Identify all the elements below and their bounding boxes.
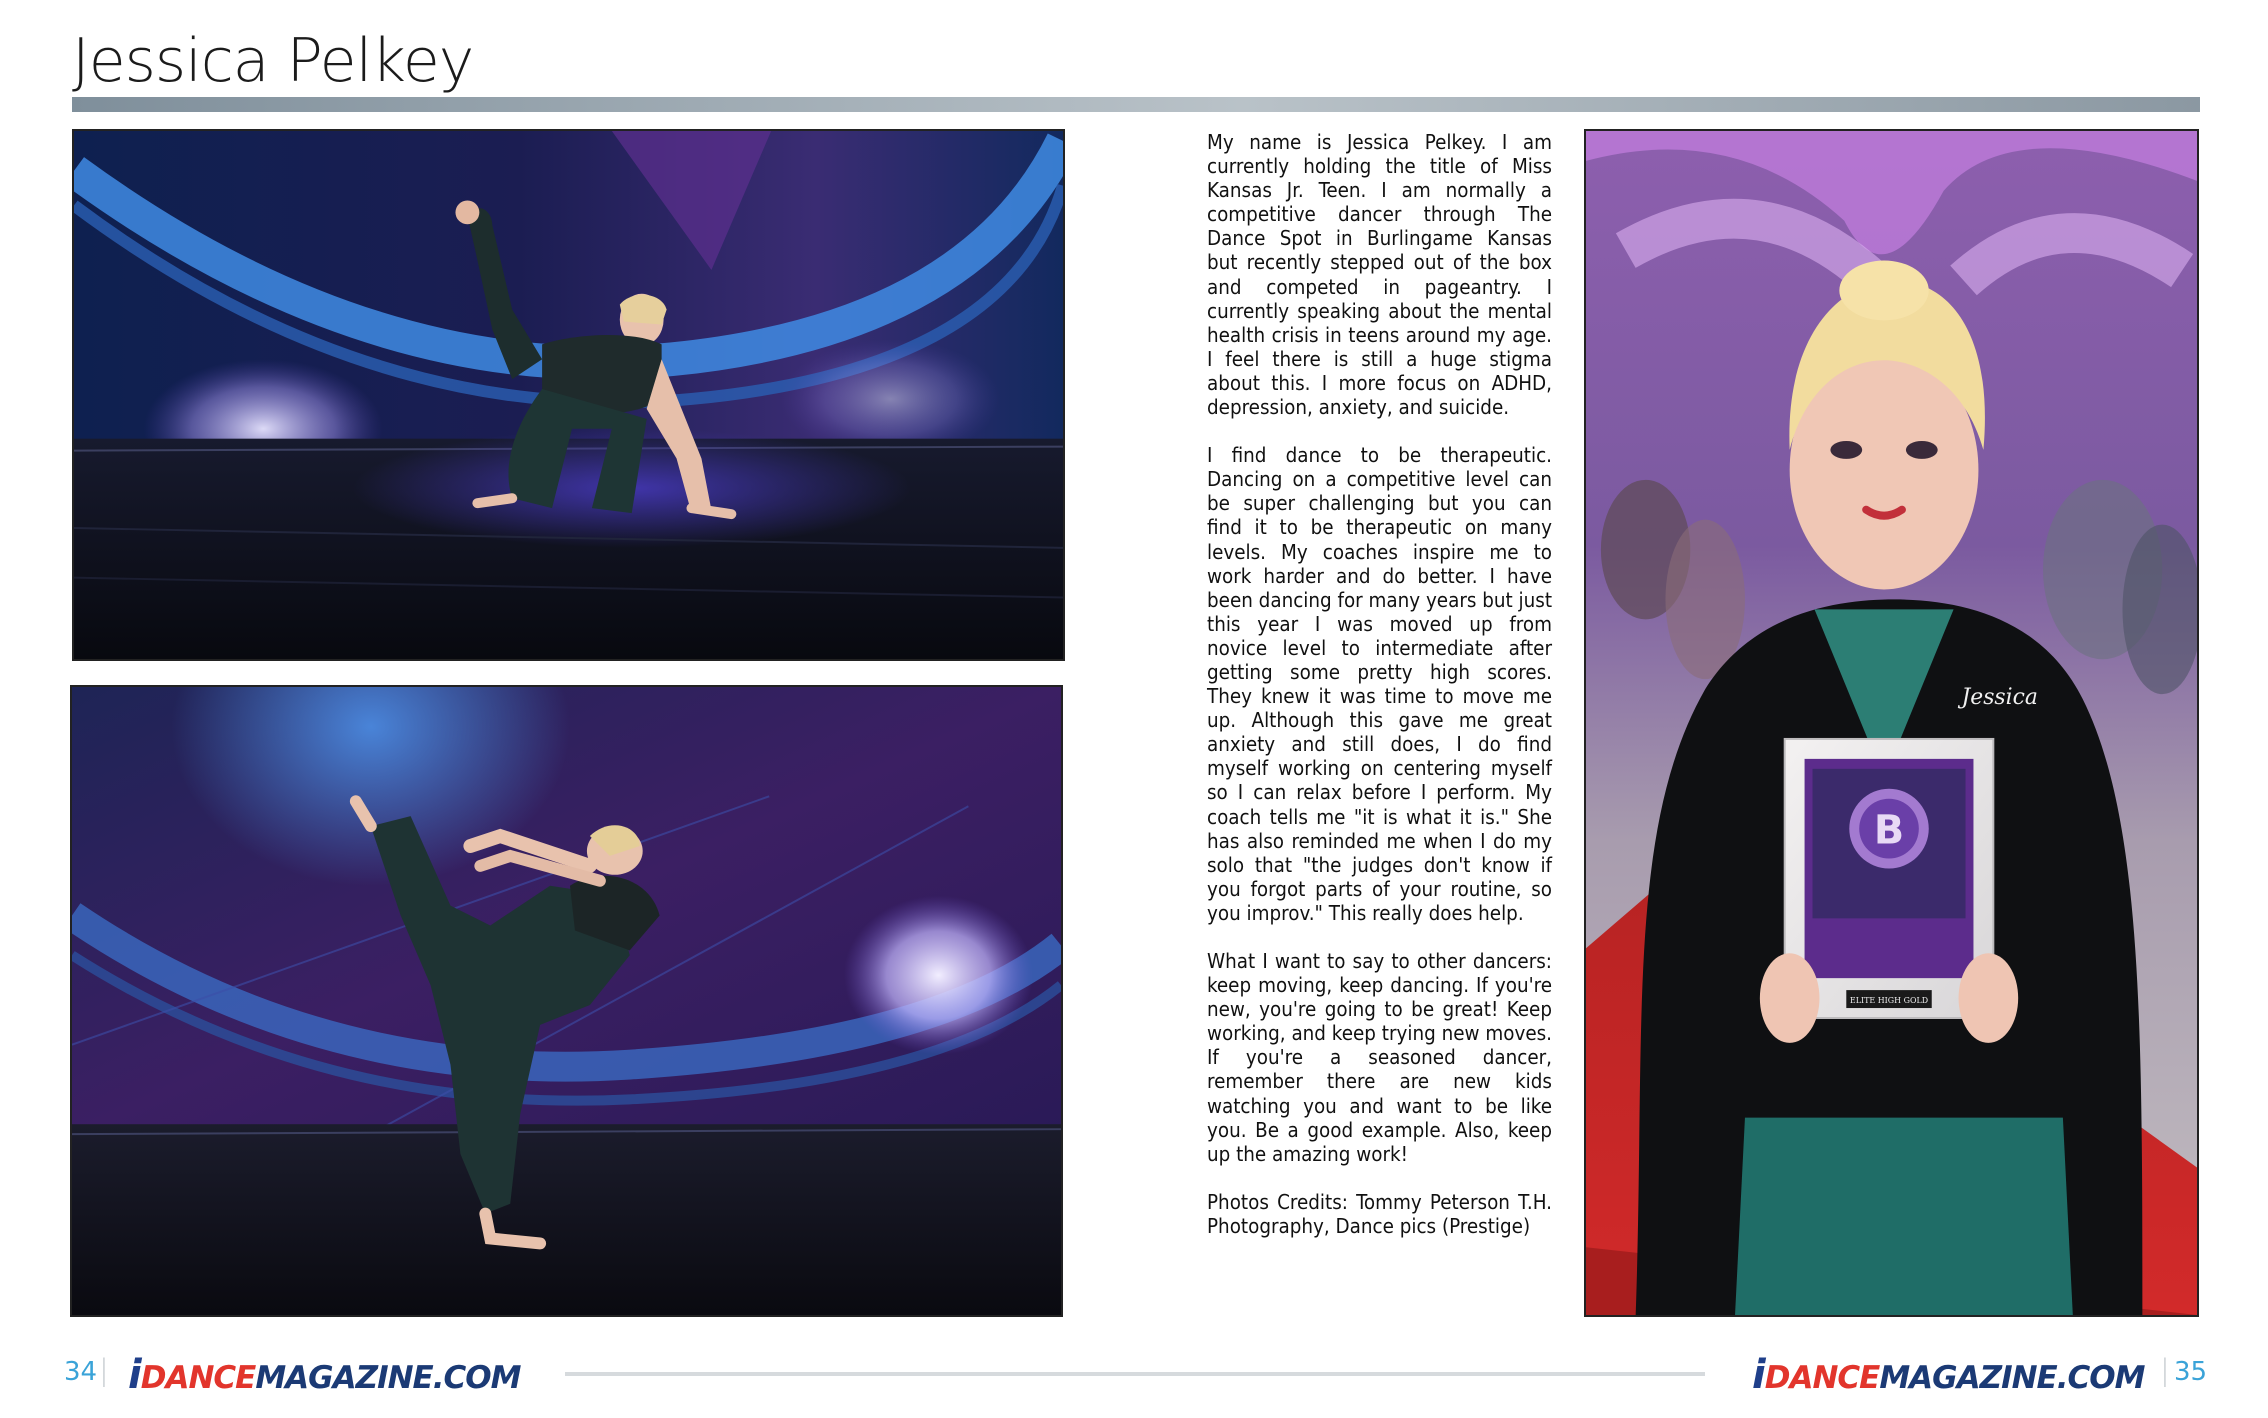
page-number-right: 35 (2174, 1357, 2208, 1387)
page-title: Jessica Pelkey (72, 26, 474, 96)
brand-logo-dance: DANCE (1764, 1360, 1880, 1396)
dance-photo-stage-1 (72, 129, 1065, 661)
brand-logo-i: i (1752, 1352, 1765, 1398)
article-body (1207, 130, 1552, 1262)
footer-separator-left: | (99, 1353, 109, 1387)
brand-logo-magazine: MAGAZINE.COM (1879, 1360, 2145, 1396)
photo-credits: Photos Credits: Tommy Peterson T.H. Photography, Dance pics (Prestige) (1207, 1189, 1552, 1238)
brand-logo-i: i (128, 1352, 141, 1398)
brand-logo-dance: DANCE (140, 1360, 256, 1396)
footer-rule-left (565, 1372, 1135, 1376)
brand-logo-left (128, 1352, 520, 1398)
article-paragraph: My name is Jessica Pelkey. I am currently holding the title of Miss Kansas Jr. Teen. I am normally a competitive dancer through The Dance Spot in Burlingame Kansas but recently stepped out of the box and competed in pageantry. I currently speaking about the mental health crisis in teens around my age. I feel there is still a huge stigma about this. I more focus on ADHD, depression, anxiety, and suicide. (1207, 130, 1552, 420)
brand-logo-right (1752, 1352, 2144, 1398)
article-paragraph: I find dance to be therapeutic. Dancing on a competitive level can be super challenging but you can find it to be therapeutic on many levels. My coaches inspire me to work harder and do better. I have been dancing for many years but just this year I was moved up from novice level to intermediate after getting some pretty high scores. They knew it was time to move me up. Although this gave me great anxiety and still does, I do find myself working on centering myself so I can relax before I perform. My coach tells me "it is what it is." She has also reminded me when I do my solo that "the judges don't know if you forgot parts of your routine, so you improv." This really does help. (1207, 443, 1553, 925)
page-number-left: 34 (64, 1357, 98, 1387)
jacket-name-embroidery: Jessica (1961, 685, 2038, 711)
title-divider (72, 97, 2200, 112)
portrait-photo-with-award (1584, 129, 2199, 1317)
footer-rule-right (1135, 1372, 1705, 1376)
plaque-label: ELITE HIGH GOLD (1849, 996, 1929, 1006)
dance-photo-stage-2 (70, 685, 1063, 1317)
brand-logo-magazine: MAGAZINE.COM (255, 1360, 521, 1396)
svg-text:B: B (1873, 807, 1905, 854)
article-paragraph: What I want to say to other dancers: keep moving, keep dancing. If you're new, you're going to be great! Keep working, and keep trying new moves. If you're a seasoned dancer, remember there are new kids watching you and want to be like you. Be a good example. Also, keep up the amazing work! (1207, 949, 1552, 1166)
footer-separator-right: | (2160, 1353, 2170, 1387)
